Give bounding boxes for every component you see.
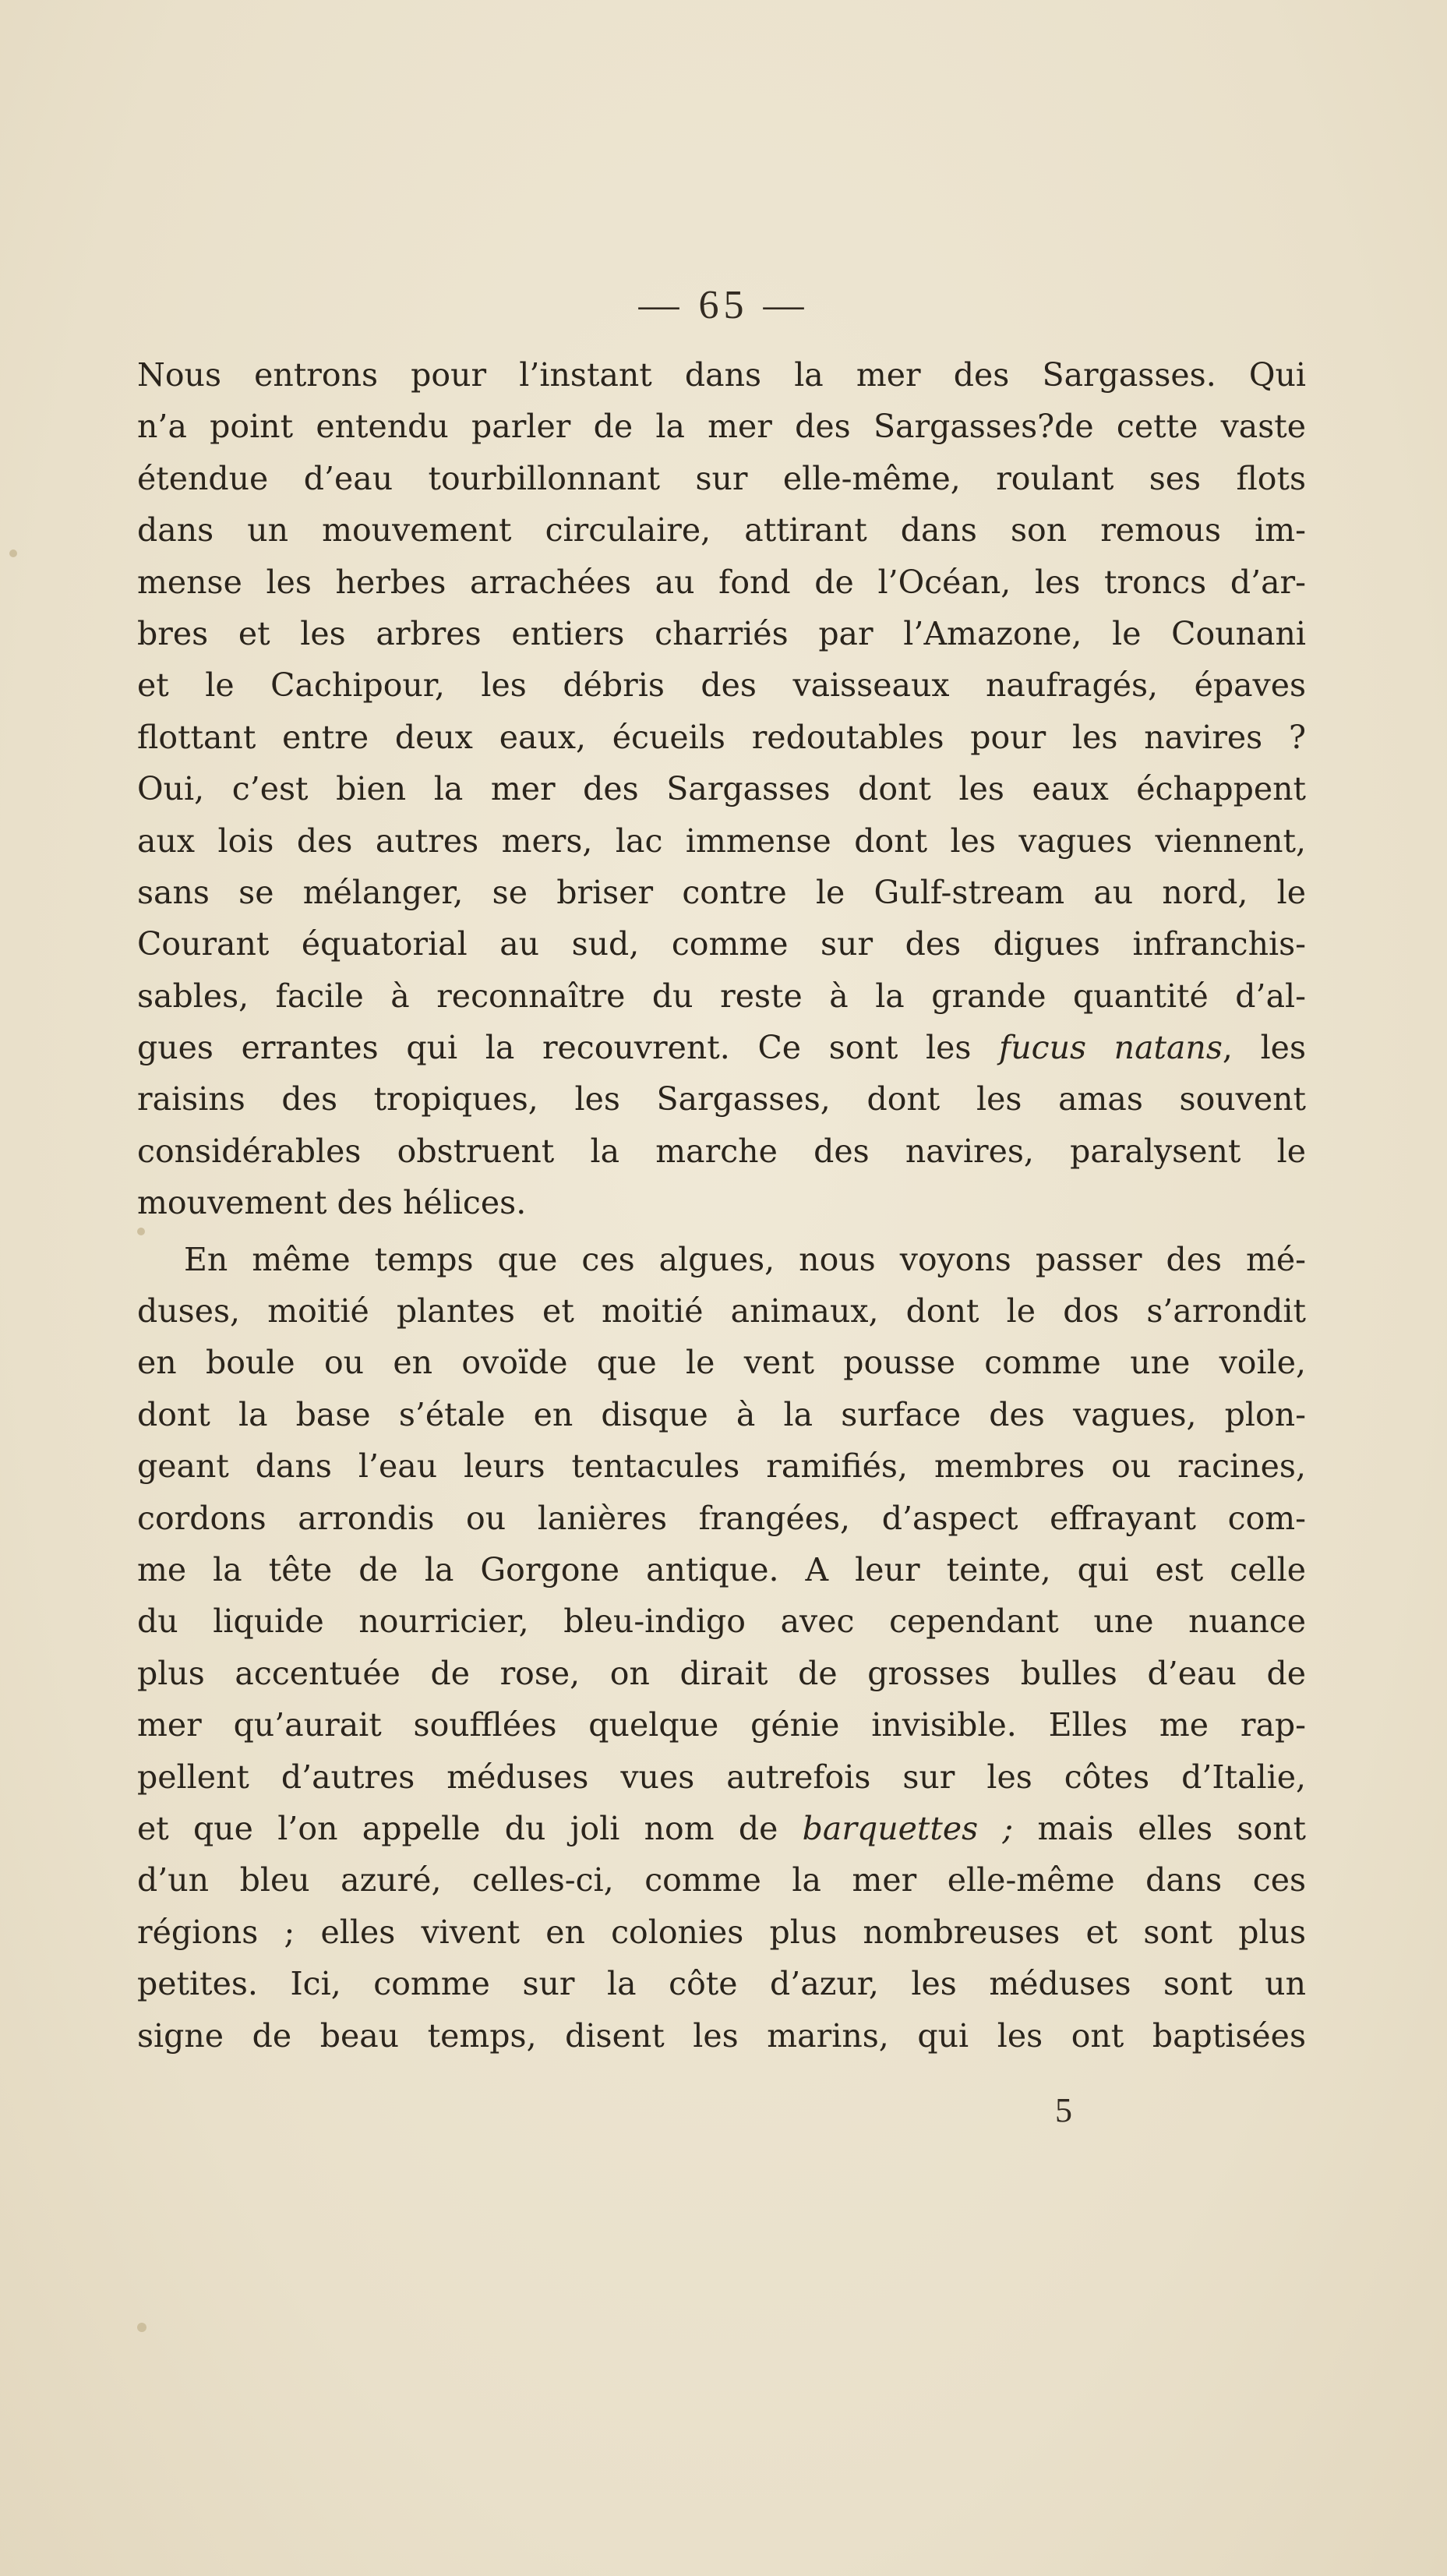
text-line: du liquide nourricier, bleu-indigo avec cependant une nuance: [137, 1602, 1306, 1641]
text-line: dont la base s’étale en disque à la surface des vagues, plon-: [137, 1395, 1306, 1433]
text-line: [137, 1803, 1306, 1854]
text-line: plus accentuée de rose, on dirait de grosses bulles d’eau de: [137, 1654, 1306, 1692]
paper-speck: [137, 1228, 145, 1235]
italic-term: barquettes ;: [802, 1809, 1014, 1847]
text-line: en boule ou en ovoïde que le vent pousse comme une voile,: [137, 1344, 1306, 1382]
text-line: raisins des tropiques, les Sargasses, dont les amas souvent: [137, 1080, 1306, 1118]
text-line: d’un bleu azuré, celles-ci, comme la mer elle-même dans ces: [137, 1861, 1306, 1899]
text-line: mouvement des hélices.: [137, 1184, 527, 1222]
text-line: bres et les arbres entiers charriés par l’Amazone, le Counani: [137, 614, 1306, 652]
text-line: duses, moitié plantes et moitié animaux, dont le dos s’arrondit: [137, 1292, 1306, 1330]
text-line: Courant équatorial au sud, comme sur des digues infranchis-: [137, 925, 1306, 963]
text-line: n’a point entendu parler de la mer des Sargasses?de cette vaste: [137, 408, 1306, 446]
text-line: régions ; elles vivent en colonies plus nombreuses et sont plus: [137, 1913, 1306, 1951]
page-header: — 65 —: [638, 283, 809, 327]
text-line: pellent d’autres méduses vues autrefois sur les côtes d’Italie,: [137, 1758, 1306, 1796]
text-line: mense les herbes arrachées au fond de l’Océan, les troncs d’ar-: [137, 563, 1306, 601]
text-line: Nous entrons pour l’instant dans la mer des Sargasses. Qui: [137, 356, 1306, 394]
italic-term: fucus natans: [999, 1029, 1223, 1067]
text-line: mer qu’aurait soufflées quelque génie invisible. Elles me rap-: [137, 1706, 1306, 1744]
paper-speck: [137, 2323, 146, 2332]
text-line: sans se mélanger, se briser contre le Gulf-stream au nord, le: [137, 873, 1306, 911]
text-line: cordons arrondis ou lanières frangées, d’aspect effrayant com-: [137, 1499, 1306, 1537]
signature-mark: 5: [1055, 2091, 1072, 2129]
text-line: dans un mouvement circulaire, attirant dans son remous im-: [137, 511, 1306, 549]
paper-speck: [9, 549, 17, 557]
text-segment: , les: [1222, 1029, 1306, 1067]
text-line: aux lois des autres mers, lac immense dont les vagues viennent,: [137, 822, 1306, 860]
text-line: sables, facile à reconnaître du reste à la grande quantité d’al-: [137, 977, 1306, 1015]
text-line: [137, 1022, 1306, 1073]
text-line: considérables obstruent la marche des navires, paralysent le: [137, 1132, 1306, 1170]
body-text: [137, 349, 1306, 2062]
text-segment: mais elles sont: [1013, 1809, 1307, 1847]
text-line: étendue d’eau tourbillonnant sur elle-même, roulant ses flots: [137, 459, 1306, 497]
text-line: geant dans l’eau leurs tentacules ramifiés, membres ou racines,: [137, 1447, 1306, 1486]
text-line: petites. Ici, comme sur la côte d’azur, les méduses sont un: [137, 1965, 1306, 2003]
text-line: signe de beau temps, disent les marins, qui les ont baptisées: [137, 2016, 1306, 2055]
text-line: Oui, c’est bien la mer des Sargasses dont les eaux échappent: [137, 770, 1306, 808]
text-segment: gues errantes qui la recouvrent. Ce sont les: [137, 1029, 1000, 1067]
text-segment: et que l’on appelle du joli nom de: [137, 1809, 803, 1847]
text-line: et le Cachipour, les débris des vaisseaux naufragés, épaves: [137, 666, 1306, 705]
text-line: me la tête de la Gorgone antique. A leur teinte, qui est celle: [137, 1550, 1306, 1588]
text-line: En même temps que ces algues, nous voyons passer des mé-: [184, 1240, 1306, 1278]
text-line: flottant entre deux eaux, écueils redoutables pour les navires ?: [137, 718, 1306, 756]
